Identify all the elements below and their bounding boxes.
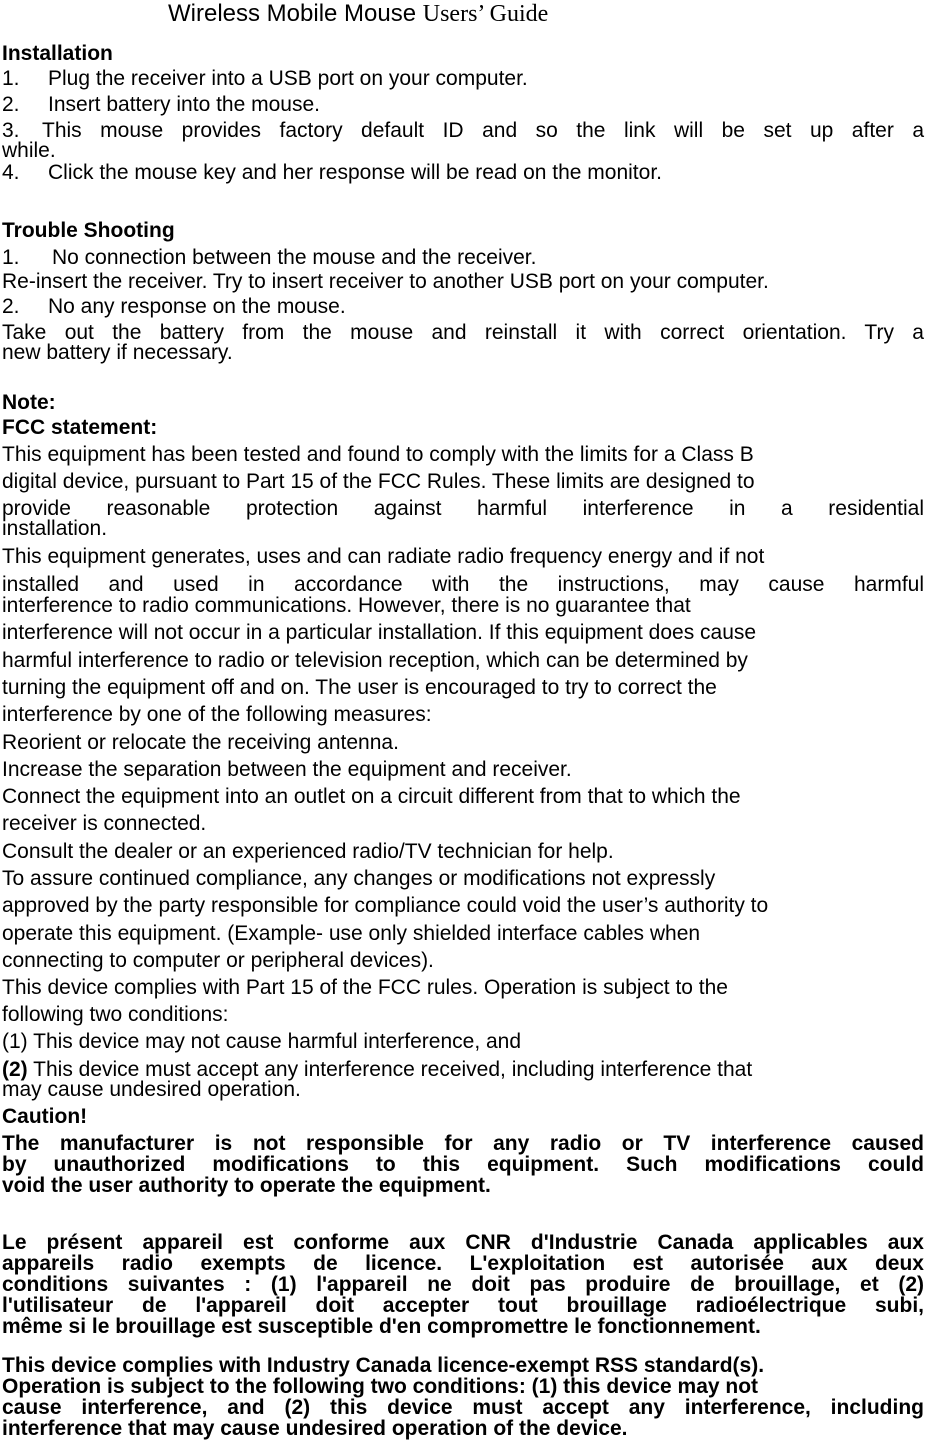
fcc-line: installation. <box>2 517 108 540</box>
fcc-line: To assure continued compliance, any changes or modifications not expressly <box>2 867 716 890</box>
fcc-line: This device complies with Part 15 of the FCC rules. Operation is subject to the <box>2 976 728 999</box>
trouble-item-1-fix: Re-insert the receiver. Try to insert receiver to another USB port on your computer. <box>2 270 769 293</box>
trouble-heading: Trouble Shooting <box>2 219 175 242</box>
fcc-line: Connect the equipment into an outlet on a circuit different from that to which the <box>2 785 741 808</box>
title-main: Wireless Mobile Mouse <box>168 0 417 27</box>
trouble-item-2-fix-cont: new battery if necessary. <box>2 341 233 364</box>
fcc-heading: FCC statement: <box>2 416 158 439</box>
fcc-line: Consult the dealer or an experienced radio/TV technician for help. <box>2 840 614 863</box>
fcc-line: Increase the separation between the equipment and receiver. <box>2 758 572 781</box>
fcc-condition-1: (1) This device may not cause harmful interference, and <box>2 1030 522 1053</box>
fcc-line: Reorient or relocate the receiving antenna. <box>2 731 399 754</box>
trouble-item-2: 2. No any response on the mouse. <box>2 295 346 318</box>
french-statement: Le présent appareil est conforme aux CNR d'Industrie Canada applicables aux appareils radio exempts de licence. L'exploitation est autorisée aux deux conditions suivantes : (1) l'appareil ne doit pas produire de brouillage, et (2) l'utilisateur de l'appareil doit accepter tout brouillage radioélectrique subi, même si le brouillage est susceptible d'en compromettre le fonctionnement. <box>2 1231 924 1338</box>
installation-step-1: 1. Plug the receiver into a USB port on your computer. <box>2 67 528 90</box>
caution-heading: Caution! <box>2 1105 88 1128</box>
installation-step-3: 3. This mouse provides factory default ID and so the link will be set up after a <box>2 119 924 142</box>
fcc-line: receiver is connected. <box>2 812 207 835</box>
fcc-line: operate this equipment. (Example- use only shielded interface cables when <box>2 922 701 945</box>
fcc-line: interference to radio communications. However, there is no guarantee that <box>2 594 691 617</box>
fcc-line: turning the equipment off and on. The user is encouraged to try to correct the <box>2 676 717 699</box>
fcc-line: following two conditions: <box>2 1003 229 1026</box>
fcc-line: harmful interference to radio or television reception, which can be determined by <box>2 649 748 672</box>
installation-step-2: 2. Insert battery into the mouse. <box>2 93 320 116</box>
fcc-line: installed and used in accordance with the instructions, may cause harmful <box>2 573 924 596</box>
trouble-item-2-fix: Take out the battery from the mouse and reinstall it with correct orientation. Try a <box>2 321 924 344</box>
fcc-condition-2: (2) This device must accept any interference received, including interference that <box>2 1058 753 1081</box>
fcc-line: approved by the party responsible for compliance could void the user’s authority to <box>2 894 769 917</box>
fcc-condition-2-cont: may cause undesired operation. <box>2 1078 301 1101</box>
fcc-line: digital device, pursuant to Part 15 of the FCC Rules. These limits are designed to <box>2 470 755 493</box>
title-sub: Users’ Guide <box>422 1 549 27</box>
fcc-line: provide reasonable protection against harmful interference in a residential <box>2 497 924 520</box>
industry-canada-statement: This device complies with Industry Canada licence-exempt RSS standard(s). Operation is subject to the following two conditions: (1) this device may not cause interference, and (2) this device must accept any interference, including interference that may cause undesired operation of the device. <box>2 1354 924 1440</box>
fcc-line: interference by one of the following measures: <box>2 703 432 726</box>
note-label: Note: <box>2 391 56 414</box>
installation-step-4: 4. Click the mouse key and her response will be read on the monitor. <box>2 161 662 184</box>
installation-heading: Installation <box>2 42 113 65</box>
fcc-line: This equipment has been tested and found to comply with the limits for a Class B <box>2 443 754 466</box>
caution-text: The manufacturer is not responsible for any radio or TV interference caused by unauthorized modifications to this equipment. Such modifications could void the user authority to operate the equipment. <box>2 1132 924 1197</box>
fcc-line: connecting to computer or peripheral devices). <box>2 949 434 972</box>
trouble-item-1: 1. No connection between the mouse and the receiver. <box>2 246 537 269</box>
installation-step-3-cont: while. <box>2 139 56 162</box>
fcc-line: This equipment generates, uses and can radiate radio frequency energy and if not <box>2 545 765 568</box>
page-title <box>168 0 931 28</box>
fcc-line: interference will not occur in a particular installation. If this equipment does cause <box>2 621 757 644</box>
